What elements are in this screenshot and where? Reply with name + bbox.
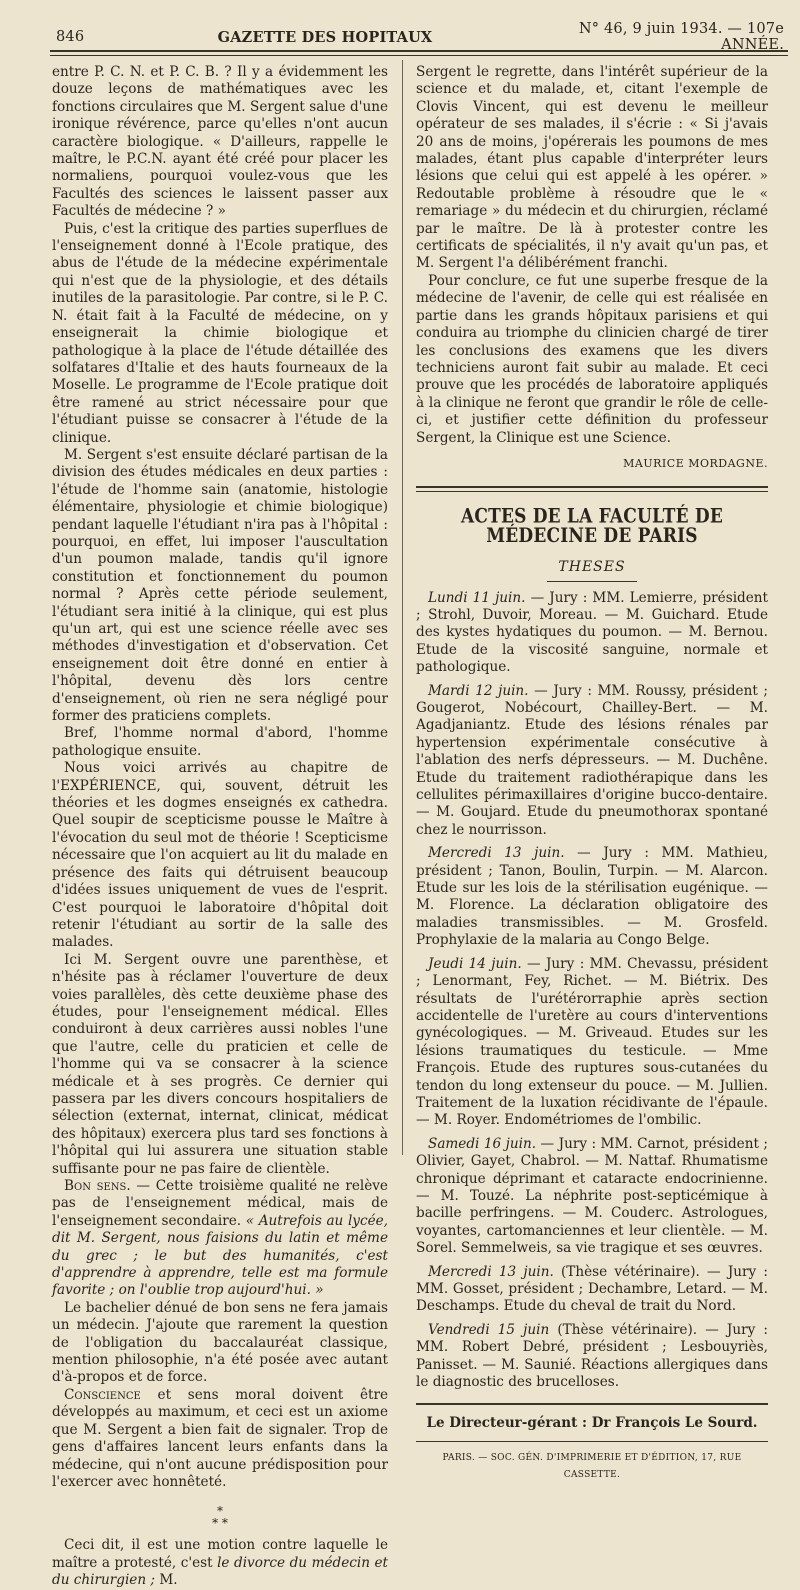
right-column [416,64,768,1485]
thesis-day: Vendredi 15 juin [428,1321,550,1338]
thesis-entry [416,845,768,949]
issue-info: N° 46, 9 juin 1934. — 107e ANNÉE. [578,21,784,53]
thesis-entry [416,683,768,840]
footer-rule [416,1403,768,1405]
paragraph-text: — Cette troisième qualité ne relève pas de l'enseignement médical, mais de l'enseignement secondaire. [52,1178,388,1229]
theses-list [416,590,768,1392]
thesis-day: Jeudi 14 juin. [428,955,522,972]
page-header [56,21,784,53]
paragraph: M. Sergent s'est ensuite déclaré partisan de la division des études médicales en deux parties : l'étude de l'homme sain (anatomie, histologie élémentaire, physiologie et chimie biologique) pendant laquelle l'étudiant n'ira pas à l'hôpital : pourquoi, en effet, lui imposer l'auscultation d'un poumon malade, tandis qu'il ignore constitution et fonctionnement du poumon normal ? Après cette période seulement, l'étudiant sera initié à la clinique, qui est plus qu'un art, qui est une science réelle avec ses méthodes d'investigation et d'observation. Cet enseignement doit être donné en entier à l'hôpital, devenu dès lors centre d'enseignement, où rien ne sera négligé pour former des praticiens complets. [52,446,388,725]
paragraph [52,1178,388,1300]
thesis-day: Mardi 12 juin. [428,682,529,699]
paragraph [52,1387,388,1491]
section-rule-thin [416,491,768,492]
paragraph-text: Ceci dit, il est une motion contre laquelle le maître a protesté, c'est [52,1537,388,1571]
subsection-title: THESES [558,559,626,576]
thesis-entry [416,956,768,1130]
paragraph: Le bachelier dénué de bon sens ne fera jamais un médecin. J'ajoute que rarement la question de l'obligation du baccalauréat classique, mention philosophie, n'a été posée avec autant d'à-propos et de force. [52,1299,388,1386]
author-signature: MAURICE MORDAGNE. [623,456,768,470]
thesis-text: — Jury : MM. Chevassu, président ; Lenormant, Fey, Richet. — M. Biétrix. Des résultats de l'urétérorraphie après section accidentelle de l'uretère au cours d'interventions gynécologiques. — M. Griveaud. Etudes sur les lésions traumatiques du testicule. — Mme François. Etude des ruptures sous-cutanées du tendon du long extenseur du pouce. — M. Jullien. Traitement de la luxation récidivante de l'épaule. — M. Royer. Endométriomes de l'ombilic. [416,955,769,1129]
thesis-text: — Jury : MM. Lemierre, président ; Strohl, Duvoir, Moreau. — M. Guichard. Etude des kystes hydatiques du poumon. — M. Bernou. Etude de la viscosité sanguine, normale et pathologique. [416,589,768,676]
director-line: Le Directeur-gérant : Dr François Le Sourd. [426,1415,758,1432]
paragraph: Bref, l'homme normal d'abord, l'homme pathologique ensuite. [52,725,388,759]
subsection-rule [547,581,637,582]
section-rule [416,486,768,488]
asterism-bottom: * * [212,1516,228,1531]
asterism [52,1505,388,1529]
paragraph: Ici M. Sergent ouvre une parenthèse, et n'hésite pas à réclamer l'ouverture de deux voies parallèles, dès cette deuxième phase des études, pour l'enseignement médical. Elles conduiront à deux carrières aussi nobles l'une que l'autre, celle du praticien et celle de l'homme qui va se consacrer à la science médicale et à ses progrès. Ce dernier qui passera par les divers concours hospitaliers de sélection (externat, internat, clinicat, médicat des hôpitaux) exercera plus tard ses fonctions à l'hôpital qui lui assurera une situation stable suffisante pour ne pas faire de clientèle. [52,951,388,1177]
paragraph [52,1537,388,1589]
thesis-day: Mercredi 13 juin. [428,1263,554,1280]
paragraph: Sergent le regrette, dans l'intérêt supérieur de la science et du malade, et, citant l'exemple de Clovis Vincent, qui est devenu le meilleur opérateur de ses malades, il s'écrie : « Si j'avais 20 ans de moins, j'opérerais les poumons de mes malades, étant plus capable d'interpréter leurs lésions que celui qui est appelé à les opérer. » Redoutable problème à résoudre que le « remariage » du médecin et du chirurgien, réclamé par le maître. De là à protester contre les certificats de spécialités, il n'y avait qu'un pas, et M. Sergent l'a délibérément franchi. [416,64,768,272]
paragraph-text: et sens moral doivent être développés au maximum, et ceci est un axiome que M. Sergent a bien fait de signaler. Trop de gens d'affaires lancent leurs enfants dans la médecine, qui n'ont aucune prédisposition pour l'exercer avec honnêteté. [52,1386,388,1490]
thesis-text: (Thèse vétérinaire). — Jury : MM. Gosset, président ; Dechambre, Letard. — M. Deschamps. Etude du cheval de trait du Nord. [416,1263,768,1315]
section-keyword: Conscience [64,1386,141,1403]
header-rule-thin [50,55,788,56]
thesis-entry [416,590,768,677]
thesis-day: Samedi 16 juin. [428,1135,537,1152]
asterism-top: * [217,1504,223,1519]
thesis-text: — Jury : MM. Mathieu, président ; Tanon, Boulin, Turpin. — M. Alarcon. Etude sur les lois de la stérilisation eugénique. — M. Florence. La déclaration obligatoire des maladies transmissibles. — M. Grosfeld. Prophylaxie de la malaria au Congo Belge. [416,845,768,949]
paragraph-text: M. [155,1572,178,1589]
emphasis-text: le divorce du médecin et du chirurgien ; [52,1554,388,1589]
thesis-day: Mercredi 13 juin. [428,845,565,862]
thesis-entry [416,1264,768,1316]
thesis-entry [416,1322,768,1392]
thesis-day: Lundi 11 juin. [428,589,526,606]
thesis-text: (Thèse vétérinaire). — Jury : MM. Robert Debré, président ; Lesbouyriès, Panisset. — M. Saunié. Réactions allergiques dans le diagnostic des brucelloses. [416,1321,768,1391]
paragraph: entre P. C. N. et P. C. B. ? Il y a évidemment les douze leçons de mathématiques avec les fonctions circulaires que M. Sergent salue d'une ironique révérence, parce qu'elles n'ont aucun caractère biologique. « D'ailleurs, rappelle le maître, le P.C.N. ayant été créé pour placer les normaliens, pourquoi voulez-vous que les Facultés des sciences le laissent passer aux Facultés de médecine ? » [52,64,388,220]
paragraph: Puis, c'est la critique des parties superflues de l'enseignement donné à l'Ecole pratique, des abus de l'étude de la médecine expérimentale qui n'est que de la physiologie, et des détails inutiles de la parasitologie. Par contre, si le P. C. N. était fait à la Faculté de médecine, on y enseignerait la chimie biologique et pathologique à la place de l'étude détaillée des solfatares d'Italie et des hauts fourneaux de la Moselle. Le programme de l'Ecole pratique doit être ramené au strict nécessaire pour que l'étudiant puisse se consacrer à l'étude de la clinique. [52,220,388,446]
section-keyword: Bon sens. [64,1178,131,1194]
page-number: 846 [56,29,85,45]
thesis-text: — Jury : MM. Roussy, président ; Gougerot, Nobécourt, Chailley-Bert. — M. Agadjaniantz. Etude des lésions rénales par hypertension expérimentale consécutive à l'ablation des nerfs dépresseurs. — M. Duchêne. Etude du traitement radiothérapique dans les cellulites périmaxillaires d'origine bucco-dentaire. — M. Goujard. Etude du pneumothorax spontané chez le nourrisson. [416,682,769,838]
quote-text: « Autrefois au lycée, dit M. Sergent, nous faisions du latin et même du grec ; le but des humanités, c'est d'apprendre à apprendre, telle est ma formule favorite ; on l'oublie trop aujourd'hui. » [52,1212,388,1299]
journal-title: GAZETTE DES HOPITAUX [217,28,433,46]
left-column [52,64,388,1590]
thesis-text: — Jury : MM. Carnot, président ; Olivier, Gayet, Chabrol. — M. Nattaf. Rhumatisme chronique déprimant et cataracte endocrinienne. — M. Touzé. La néphrite post-septicémique à bacille perfringens. — M. Couderc. Astrologues, voyantes, cartomanciennes et leur clientèle. — M. Sorel. Semmelweis, sa vie tragique et ses œuvres. [416,1135,768,1257]
paragraph: Nous voici arrivés au chapitre de l'EXPÉRIENCE, qui, souvent, détruit les théories et les dogmes enseignés ex cathedra. Quel soupir de scepticisme pousse le Maître à l'évocation du seul mot de théorie ! Scepticisme nécessaire que l'on acquiert au lit du malade en présence des faits qui détruisent beaucoup d'idées issues uniquement de vues de l'esprit. C'est pourquoi le laboratoire d'hôpital doit retenir l'étudiant au sortir de la salle des malades. [52,760,388,951]
column-divider [402,60,403,1155]
section-title: ACTES DE LA FACULTÉ DE MÉDECINE DE PARIS [460,505,723,549]
thesis-entry [416,1136,768,1258]
printer-line: PARIS. — SOC. GÉN. D'IMPRIMERIE ET D'ÉDITION, 17, RUE CASSETTE. [416,1441,768,1485]
paragraph: Pour conclure, ce fut une superbe fresque de la médecine de l'avenir, de celle qui est réalisée en partie dans les grands hôpitaux parisiens et qui conduira au triomphe du clinicien chargé de tirer les conclusions des examens que les divers techniciens auront fait subir au malade. Et ceci prouve que les procédés de laboratoire appliqués à la clinique ne feront que grandir le rôle de celle-ci, et justifier cette définition du professeur Sergent, la Clinique est une Science. [416,272,768,446]
header-rule [50,50,788,52]
